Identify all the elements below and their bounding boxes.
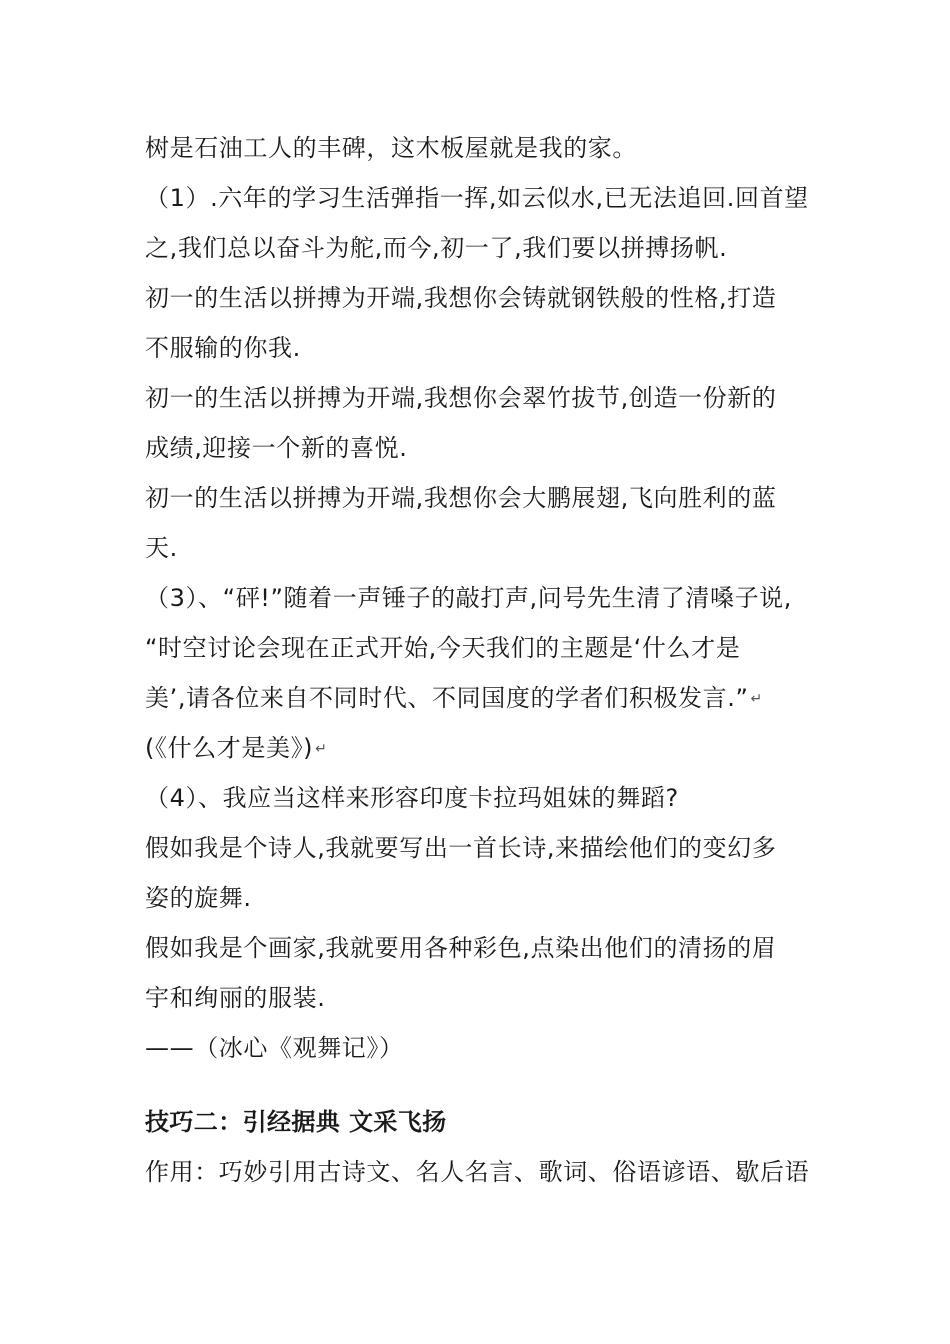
text-line: 假如我是个画家,我就要用各种彩色,点染出他们的清扬的眉 [145, 934, 777, 962]
text-line: 宇和绚丽的服装. [145, 984, 326, 1012]
text-line: 作用：巧妙引用古诗文、名人名言、歌词、俗语谚语、歇后语 [145, 1158, 810, 1186]
text-line: 姿的旋舞. [145, 884, 252, 912]
text-line: （4）、我应当这样来形容印度卡拉玛姐妹的舞蹈? [145, 784, 679, 812]
text-line-content: 美’,请各位来自不同时代、不同国度的学者们积极发言.” [145, 684, 749, 712]
text-line: 之,我们总以奋斗为舵,而今,初一了,我们要以拼搏扬帆. [145, 234, 728, 262]
text-line: 假如我是个诗人,我就要写出一首长诗,来描绘他们的变幻多 [145, 834, 777, 862]
section-heading: 技巧二：引经据典 文采飞扬 [145, 1108, 447, 1136]
text-line: 不服输的你我. [145, 334, 301, 362]
text-line: 初一的生活以拼搏为开端,我想你会大鹏展翅,飞向胜利的蓝 [145, 484, 777, 512]
text-line: ——（冰心《观舞记》） [145, 1034, 404, 1062]
text-line: （3）、“砰!”随着一声锤子的敲打声,问号先生清了清嗓子说, [145, 584, 793, 612]
paragraph-mark-icon: ↵ [750, 691, 763, 707]
text-line: 天. [145, 534, 178, 562]
paragraph-mark-icon: ↵ [315, 741, 328, 757]
text-line: 成绩,迎接一个新的喜悦. [145, 434, 408, 462]
text-line [145, 682, 815, 715]
text-line [145, 732, 815, 765]
text-line: 初一的生活以拼搏为开端,我想你会铸就钢铁般的性格,打造 [145, 284, 777, 312]
text-line: “时空讨论会现在正式开始,今天我们的主题是‘什么才是 [145, 634, 741, 662]
text-line: 初一的生活以拼搏为开端,我想你会翠竹拔节,创造一份新的 [145, 384, 777, 412]
text-line-content: (《什么才是美》) [145, 734, 314, 762]
text-line: （1）.六年的学习生活弹指一挥,如云似水,已无法追回.回首望 [145, 184, 809, 212]
text-line: 树是石油工人的丰碑，这木板屋就是我的家。 [145, 134, 637, 162]
